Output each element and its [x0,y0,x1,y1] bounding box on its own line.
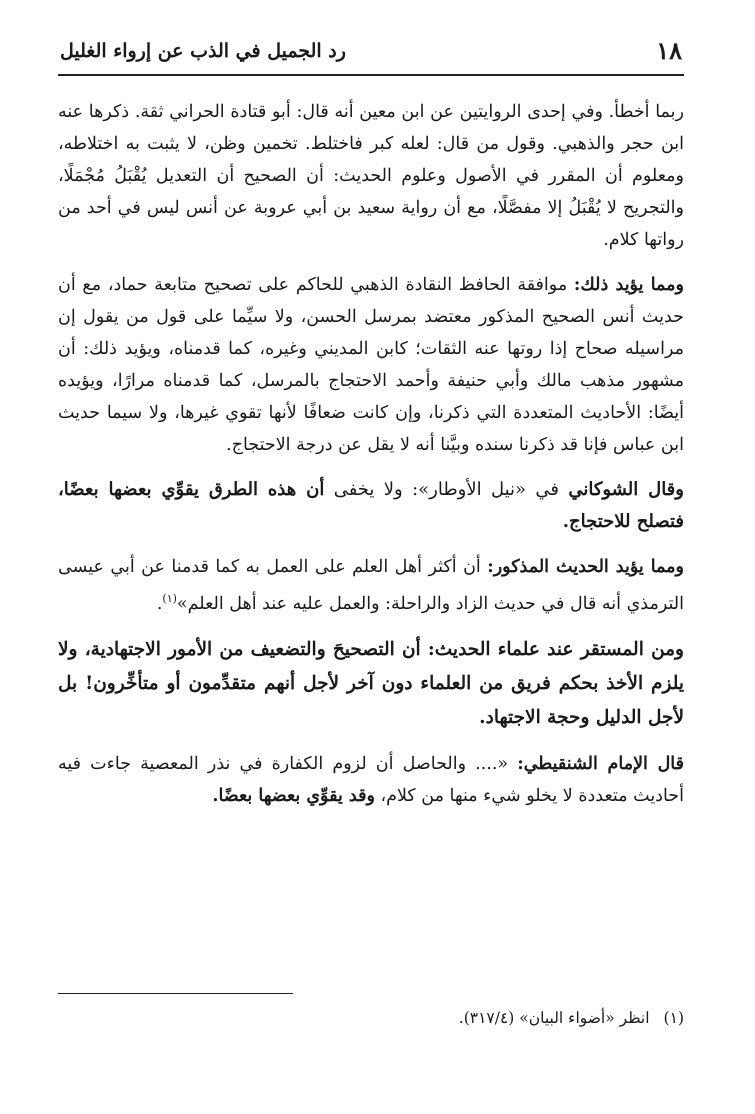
paragraph-3-mid: في «نيل الأوطار»: ولا يخفى [324,479,569,500]
paragraph-2-text: موافقة الحافظ النقادة الذهبي للحاكم على تصحيح متابعة حماد، مع أن حديث أنس الصحيح المذكور معتضد بمرسل الحسن، ولا سيِّما على قول من يقول إن مراسيله صحاح إذا روتها عنه الثقات؛ كابن المديني وغيره، كما قدمناه، ويؤيد ذلك: أن مشهور مذهب مالك وأبي حنيفة وأحمد الاحتجاج بالمرسل، كما قدمناه مرارًا، ويؤيده أيضًا: الأحاديث المتعددة التي ذكرنا، وإن كانت ضعافًا لأنها تقوي غيرها، ولا سيما حديث ابن عباس فإنا قد ذكرنا سنده وبيَّنا أنه لا يقل عن درجة الاحتجاج. [58,275,684,455]
paragraph-6-text: «.... والحاصل أن لزوم الكفارة في نذر المعصية جاءت فيه أحاديث متعددة لا يخلو شيء منها من كلام، [58,753,684,806]
footnote-divider [58,993,293,994]
footnote-text: انظر «أضواء البيان» (٣١٧/٤). [458,1009,650,1027]
paragraph-1-text: ربما أخطأ. وفي إحدى الروايتين عن ابن معين أنه قال: أبو قتادة الحراني ثقة. ذكرها عنه ابن حجر والذهبي. وقول من قال: لعله كبر فاختلط. تخمين وظن، لا يثبت به اختلاطه، ومعلوم أن المقرر في الأصول وعلوم الحديث: أن الصحيح أن التعديل يُقْبَلُ مُجْمَلًا، والتجريح لا يُقْبَلُ إلا مفصَّلًا، مع أن رواية سعيد بن أبي عروبة عن أنس ليس في أحد من رواتها كلام. [58,102,684,250]
header-divider [58,74,684,76]
paragraph-3 [58,474,684,538]
paragraph-4-text: أن أكثر أهل العلم على العمل به كما قدمنا عن أبي عيسى الترمذي أنه قال في حديث الزاد والراحلة: والعمل عليه عند أهل العلم» [58,557,684,614]
footnote-number: (١) [663,1009,684,1027]
paragraph-1 [58,96,684,256]
paragraph-4 [58,551,684,620]
paragraph-6-bold: وقد يقوِّي بعضها بعضًا. [212,785,375,806]
paragraph-5 [58,633,684,735]
page-body [58,96,684,825]
page-header [58,32,684,72]
book-page [58,0,684,1114]
paragraph-3-bold: أن هذه الطرق يقوِّي بعضها بعضًا، فتصلح للاحتجاج. [58,479,684,532]
paragraph-6 [58,748,684,812]
page-number: ١٨ [656,36,682,65]
paragraph-4-end: . [156,593,163,614]
running-title: رد الجميل في الذب عن إرواء الغليل [60,40,346,62]
paragraph-2-lead: ومما يؤيد ذلك: [573,275,684,295]
paragraph-3-lead: وقال الشوكاني [568,479,684,500]
paragraph-2 [58,269,684,461]
footnote [459,1006,684,1030]
paragraph-6-lead: قال الإمام الشنقيطي: [517,753,684,774]
paragraph-4-lead: ومما يؤيد الحديث المذكور: [487,557,685,577]
paragraph-5-text: ومن المستقر عند علماء الحديث: أن التصحيحَ والتضعيف من الأمور الاجتهادية، ولا يلزم الأخذ بحكم فريق من العلماء دون آخر لأجل أنهم متقدِّمون أو متأخِّرون! بل لأجل الدليل وحجة الاجتهاد. [58,638,684,728]
footnote-reference[interactable]: (١) [162,592,177,605]
